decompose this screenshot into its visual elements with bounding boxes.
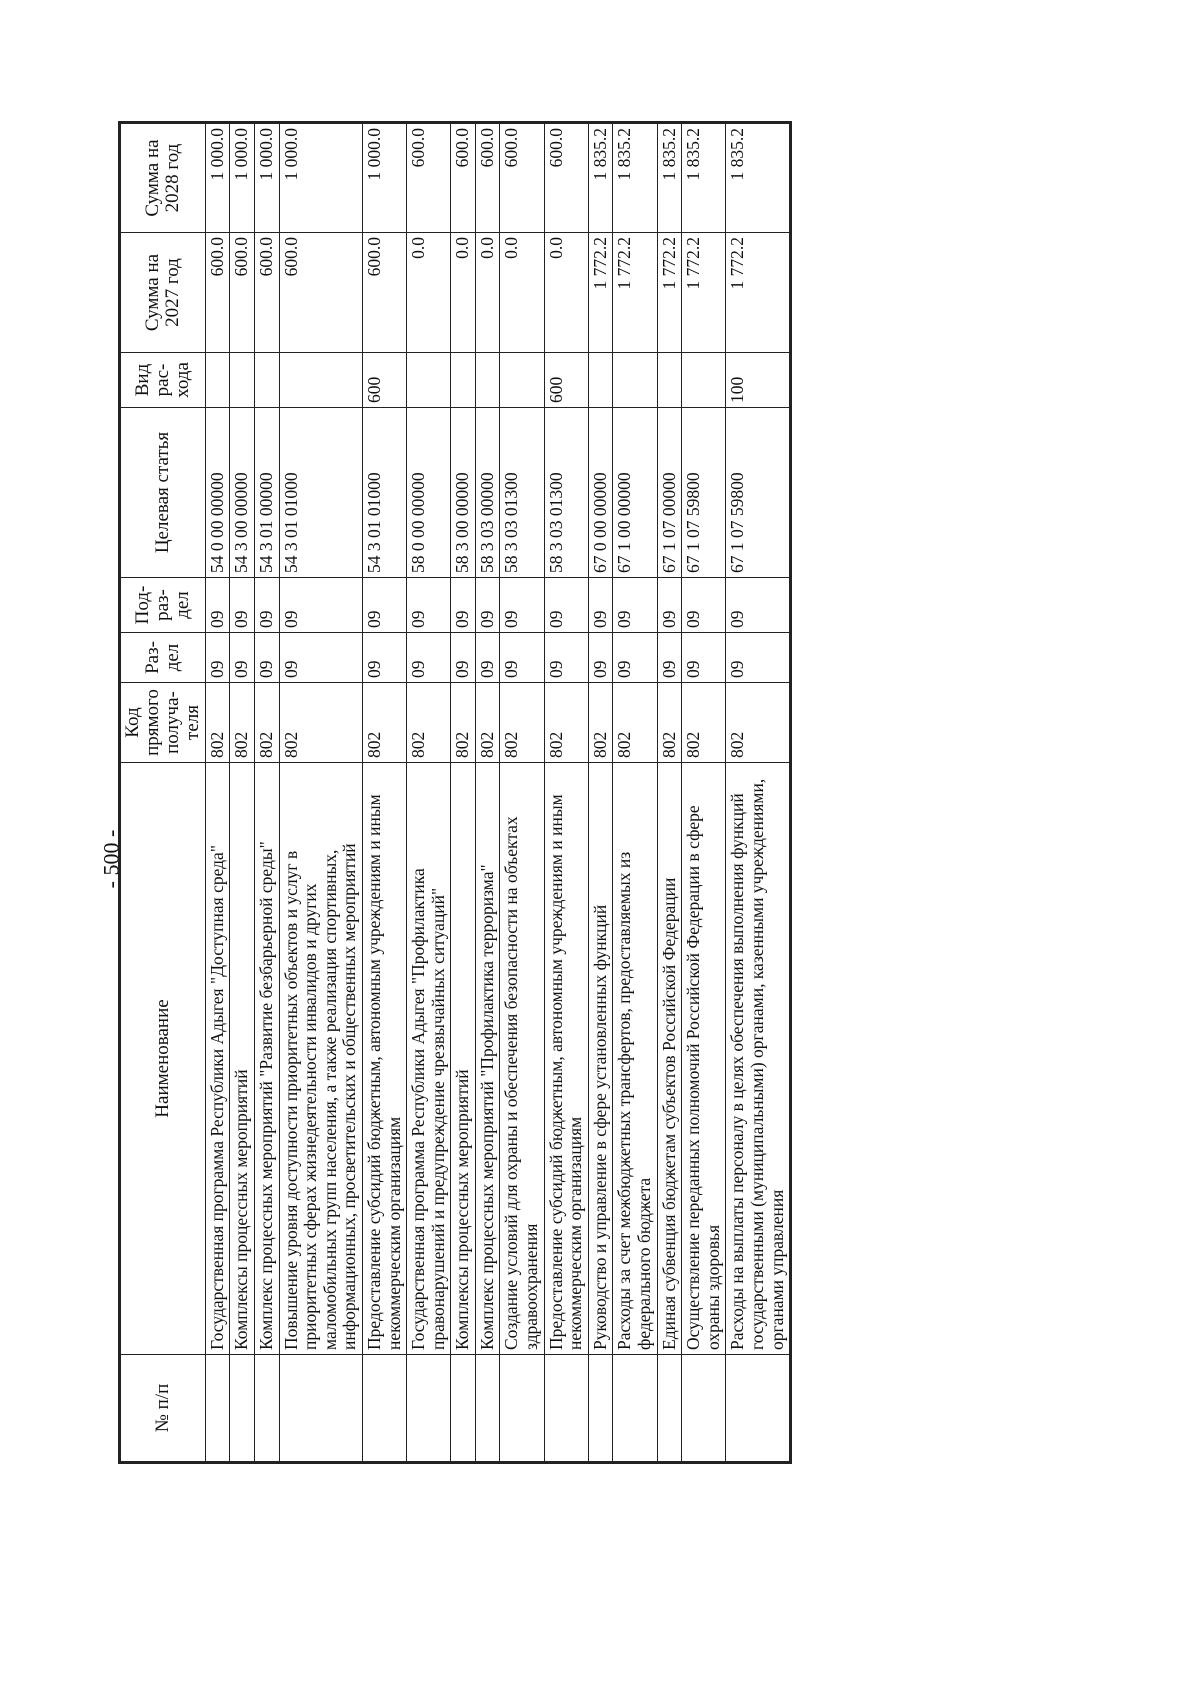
cell-code: 802: [613, 683, 657, 763]
cell-no: [544, 1355, 588, 1463]
cell-kind: [657, 353, 682, 408]
cell-kind: [279, 353, 362, 408]
cell-name: Руководство и управление в сфере установленных функций: [588, 763, 613, 1355]
cell-target: 54 0 00 00000: [205, 408, 230, 578]
cell-subsection: 09: [657, 578, 682, 633]
cell-kind: [205, 353, 230, 408]
cell-no: [205, 1355, 230, 1463]
cell-no: [726, 1355, 791, 1463]
header-sum2028: Сумма на 2028 год: [120, 123, 206, 233]
cell-sum2028: 600.0: [544, 123, 588, 233]
cell-name: Расходы за счет межбюджетных трансфертов, предоставляемых из федерального бюджета: [613, 763, 657, 1355]
cell-kind: [254, 353, 279, 408]
table-row: [682, 123, 726, 1463]
cell-sum2027: 600.0: [254, 233, 279, 353]
cell-kind: [500, 353, 544, 408]
cell-target: 54 3 01 01000: [362, 408, 406, 578]
budget-table: [118, 121, 792, 1464]
cell-sum2028: 1 835.2: [682, 123, 726, 233]
cell-name: Повышение уровня доступности приоритетных объектов и услуг в приоритетных сферах жизнедеятельности инвалидов и других маломобильных групп населения, а также реализация спортивных, информационных, просветительских и общественных мероприятий: [279, 763, 362, 1355]
cell-target: 54 3 01 01000: [279, 408, 362, 578]
table-row: [407, 123, 451, 1463]
cell-target: 67 1 00 00000: [613, 408, 657, 578]
cell-kind: [451, 353, 476, 408]
cell-code: 802: [407, 683, 451, 763]
cell-name: Комплекс процессных мероприятий "Развитие безбарьерной среды": [254, 763, 279, 1355]
cell-sum2027: 0.0: [407, 233, 451, 353]
page-number: - 500 -: [98, 829, 124, 889]
cell-section: 09: [254, 633, 279, 683]
table-row: [230, 123, 255, 1463]
cell-subsection: 09: [205, 578, 230, 633]
table-row: [613, 123, 657, 1463]
table-row: [362, 123, 406, 1463]
cell-target: 67 0 00 00000: [588, 408, 613, 578]
table-row: [254, 123, 279, 1463]
cell-name: Комплекс процессных мероприятий "Профилактика терроризма": [475, 763, 500, 1355]
cell-target: 67 1 07 59800: [726, 408, 791, 578]
cell-sum2028: 600.0: [407, 123, 451, 233]
cell-sum2027: 1 772.2: [657, 233, 682, 353]
cell-no: [475, 1355, 500, 1463]
cell-section: 09: [657, 633, 682, 683]
cell-section: 09: [613, 633, 657, 683]
cell-section: 09: [205, 633, 230, 683]
cell-section: 09: [682, 633, 726, 683]
cell-sum2028: 1 000.0: [230, 123, 255, 233]
table-row: [544, 123, 588, 1463]
cell-no: [254, 1355, 279, 1463]
header-section: Раз- дел: [120, 633, 206, 683]
cell-no: [588, 1355, 613, 1463]
cell-sum2027: 0.0: [500, 233, 544, 353]
cell-subsection: 09: [500, 578, 544, 633]
cell-code: 802: [279, 683, 362, 763]
cell-target: 58 3 03 01300: [500, 408, 544, 578]
cell-sum2027: 1 772.2: [613, 233, 657, 353]
cell-subsection: 09: [230, 578, 255, 633]
cell-name: Осуществление переданных полномочий Российской Федерации в сфере охраны здоровья: [682, 763, 726, 1355]
table-row: [475, 123, 500, 1463]
cell-section: 09: [544, 633, 588, 683]
cell-no: [613, 1355, 657, 1463]
cell-section: 09: [279, 633, 362, 683]
cell-sum2028: 1 835.2: [588, 123, 613, 233]
cell-no: [407, 1355, 451, 1463]
table-row: [279, 123, 362, 1463]
cell-subsection: 09: [588, 578, 613, 633]
cell-code: 802: [362, 683, 406, 763]
header-target: Целевая статья: [120, 408, 206, 578]
header-no: № п/п: [120, 1355, 206, 1463]
cell-sum2027: 0.0: [544, 233, 588, 353]
cell-subsection: 09: [451, 578, 476, 633]
cell-name: Создание условий для охраны и обеспечения безопасности на объектах здравоохранения: [500, 763, 544, 1355]
cell-code: 802: [451, 683, 476, 763]
cell-name: Комплексы процессных мероприятий: [230, 763, 255, 1355]
cell-code: 802: [230, 683, 255, 763]
cell-kind: [407, 353, 451, 408]
table-header-row: [120, 123, 206, 1463]
cell-kind: [475, 353, 500, 408]
cell-code: 802: [475, 683, 500, 763]
cell-code: 802: [205, 683, 230, 763]
cell-subsection: 09: [613, 578, 657, 633]
cell-subsection: 09: [726, 578, 791, 633]
cell-code: 802: [544, 683, 588, 763]
cell-sum2028: 600.0: [451, 123, 476, 233]
cell-target: 58 3 03 00000: [475, 408, 500, 578]
cell-target: 58 3 03 01300: [544, 408, 588, 578]
table-row: [657, 123, 682, 1463]
table-row: [726, 123, 791, 1463]
cell-kind: 600: [544, 353, 588, 408]
cell-sum2027: 600.0: [362, 233, 406, 353]
cell-sum2028: 1 835.2: [657, 123, 682, 233]
cell-target: 54 3 01 00000: [254, 408, 279, 578]
header-subsection: Под- раз- дел: [120, 578, 206, 633]
cell-section: 09: [407, 633, 451, 683]
cell-no: [230, 1355, 255, 1463]
cell-no: [451, 1355, 476, 1463]
cell-kind: 100: [726, 353, 791, 408]
cell-subsection: 09: [407, 578, 451, 633]
cell-sum2028: 1 835.2: [726, 123, 791, 233]
cell-sum2027: 600.0: [205, 233, 230, 353]
cell-sum2028: 1 000.0: [362, 123, 406, 233]
rotated-table-container: [118, 124, 1068, 1464]
cell-name: Предоставление субсидий бюджетным, автономным учреждениям и иным некоммерческим организациям: [544, 763, 588, 1355]
cell-sum2027: 600.0: [230, 233, 255, 353]
cell-section: 09: [362, 633, 406, 683]
cell-sum2028: 1 835.2: [613, 123, 657, 233]
cell-subsection: 09: [362, 578, 406, 633]
cell-subsection: 09: [254, 578, 279, 633]
cell-no: [682, 1355, 726, 1463]
cell-section: 09: [451, 633, 476, 683]
header-code: Код прямого получа- теля: [120, 683, 206, 763]
cell-sum2027: 1 772.2: [588, 233, 613, 353]
cell-code: 802: [726, 683, 791, 763]
cell-name: Расходы на выплаты персоналу в целях обеспечения выполнения функций государственными (муниципальными) органами, казенными учреждениями, органами управления: [726, 763, 791, 1355]
header-sum2027: Сумма на 2027 год: [120, 233, 206, 353]
cell-sum2028: 600.0: [500, 123, 544, 233]
cell-sum2028: 1 000.0: [279, 123, 362, 233]
cell-sum2028: 600.0: [475, 123, 500, 233]
cell-target: 67 1 07 00000: [657, 408, 682, 578]
table-row: [451, 123, 476, 1463]
cell-kind: [588, 353, 613, 408]
cell-sum2027: 1 772.2: [682, 233, 726, 353]
cell-no: [279, 1355, 362, 1463]
cell-section: 09: [500, 633, 544, 683]
cell-sum2027: 0.0: [451, 233, 476, 353]
cell-name: Предоставление субсидий бюджетным, автономным учреждениям и иным некоммерческим организациям: [362, 763, 406, 1355]
cell-sum2027: 0.0: [475, 233, 500, 353]
table-row: [588, 123, 613, 1463]
cell-no: [362, 1355, 406, 1463]
cell-no: [500, 1355, 544, 1463]
cell-kind: 600: [362, 353, 406, 408]
cell-subsection: 09: [682, 578, 726, 633]
cell-target: 58 0 00 00000: [407, 408, 451, 578]
cell-sum2028: 1 000.0: [254, 123, 279, 233]
cell-name: Комплексы процессных мероприятий: [451, 763, 476, 1355]
cell-target: 54 3 00 00000: [230, 408, 255, 578]
cell-code: 802: [254, 683, 279, 763]
cell-name: Единая субвенция бюджетам субъектов Российской Федерации: [657, 763, 682, 1355]
cell-name: Государственная программа Республики Адыгея "Доступная среда": [205, 763, 230, 1355]
cell-no: [657, 1355, 682, 1463]
cell-kind: [230, 353, 255, 408]
cell-section: 09: [588, 633, 613, 683]
cell-code: 802: [588, 683, 613, 763]
cell-name: Государственная программа Республики Адыгея "Профилактика правонарушений и предупреждение чрезвычайных ситуаций": [407, 763, 451, 1355]
table-row: [500, 123, 544, 1463]
cell-section: 09: [475, 633, 500, 683]
cell-subsection: 09: [544, 578, 588, 633]
cell-section: 09: [726, 633, 791, 683]
cell-target: 67 1 07 59800: [682, 408, 726, 578]
cell-subsection: 09: [475, 578, 500, 633]
cell-sum2027: 1 772.2: [726, 233, 791, 353]
cell-subsection: 09: [279, 578, 362, 633]
cell-section: 09: [230, 633, 255, 683]
cell-code: 802: [682, 683, 726, 763]
cell-target: 58 3 00 00000: [451, 408, 476, 578]
cell-code: 802: [657, 683, 682, 763]
cell-kind: [613, 353, 657, 408]
header-kind: Вид рас- хода: [120, 353, 206, 408]
cell-code: 802: [500, 683, 544, 763]
table-body: [205, 123, 790, 1463]
cell-sum2028: 1 000.0: [205, 123, 230, 233]
cell-sum2027: 600.0: [279, 233, 362, 353]
header-name: Наименование: [120, 763, 206, 1355]
cell-kind: [682, 353, 726, 408]
table-row: [205, 123, 230, 1463]
